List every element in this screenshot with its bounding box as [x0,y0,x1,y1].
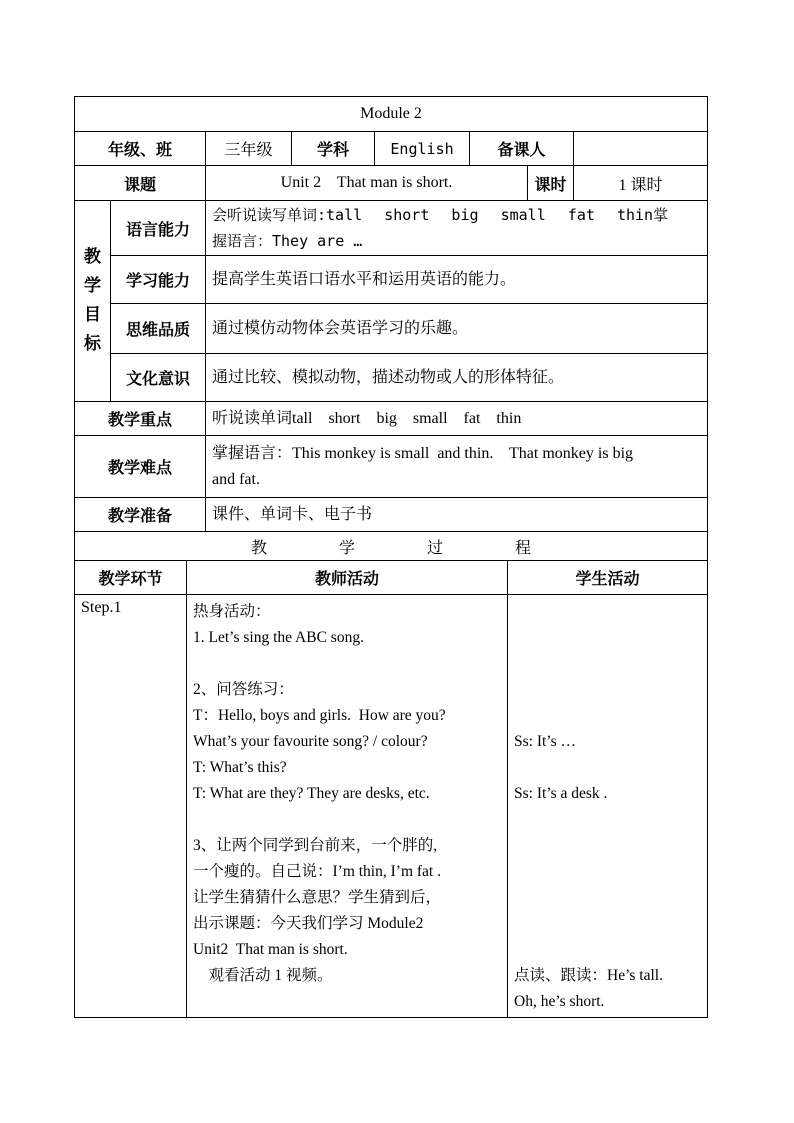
student-activity-line [514,859,701,885]
student-activity-line [514,937,701,963]
thinking-quality-label: 思维品质 [111,304,206,354]
preparer-label: 备课人 [470,132,574,166]
teacher-activity-line: 出示课题：今天我们学习 Module2 [193,915,424,932]
student-activity-line: 点读、跟读：He’s tall. [514,967,663,984]
teacher-activity-line [193,807,501,833]
student-activity-line [514,599,701,625]
stage-column-header: 教学环节 [75,561,187,595]
teacher-activity-line: 1. Let’s sing the ABC song. [193,629,364,646]
difficulties-text: 掌握语言：This monkey is small and thin. That monkey is big and fat. [206,436,708,498]
grade-value: 三年级 [206,132,292,166]
grade-label: 年级、班 [75,132,206,166]
learning-ability-label: 学习能力 [111,256,206,304]
module-title: Module 2 [75,97,708,132]
difficulties-label: 教学难点 [75,436,206,498]
cultural-awareness-label: 文化意识 [111,354,206,402]
teacher-activity-line: T：Hello, boys and girls. How are you? [193,707,446,724]
teacher-activity-line [193,651,501,677]
student-activity-line [514,807,701,833]
subject-label: 学科 [292,132,375,166]
language-ability-label: 语言能力 [111,201,206,256]
teacher-activity-line: 让学生猜猜什么意思？学生猜到后， [193,889,442,906]
student-activity-line [514,833,701,859]
key-points-text: 听说读单词tall short big small fat thin [206,402,708,436]
process-title: 教 学 过 程 [75,532,708,561]
learning-ability-text: 提高学生英语口语水平和运用英语的能力。 [206,256,708,304]
student-activity-line [514,677,701,703]
preparer-value [574,132,708,166]
teacher-activity-line: 一个瘦的。自己说：I’m thin, I’m fat . [193,863,441,880]
cultural-awareness-text: 通过比较、模拟动物，描述动物或人的形体特征。 [206,354,708,402]
teacher-column-header: 教师活动 [187,561,508,595]
student-activity-line [514,755,701,781]
topic-label: 课题 [75,166,206,201]
thinking-quality-text: 通过模仿动物体会英语学习的乐趣。 [206,304,708,354]
subject-value: English [375,132,470,166]
period-label: 课时 [528,166,574,201]
student-activity-line: Ss: It’s … [514,733,577,750]
preparation-text: 课件、单词卡、电子书 [206,498,708,532]
teacher-activity-line: 观看活动 1 视频。 [193,967,333,984]
student-activity-line [514,911,701,937]
student-activity-line [514,625,701,651]
lesson-plan [74,96,707,1018]
teacher-activity-line: 2、问答练习： [193,681,294,698]
teacher-activities [187,595,508,1018]
teacher-activity-line: T: What’s this? [193,759,287,776]
objectives-group-label: 教 学 目 标 [75,201,111,402]
period-value: 1 课时 [574,166,708,201]
language-ability-text: 会听说读写单词:tall short big small fat thin掌 握语言：They are … [206,201,708,256]
student-activity-line [514,703,701,729]
topic-value: Unit 2 That man is short. [206,166,528,201]
teacher-activity-line: Unit2 That man is short. [193,941,348,958]
student-activities [508,595,708,1018]
lesson-info-table [74,96,708,532]
teacher-activity-line: 3、让两个同学到台前来，一个胖的, [193,837,438,854]
student-activity-line [514,885,701,911]
student-activity-line [514,651,701,677]
student-activity-line: Ss: It’s a desk . [514,785,608,802]
key-points-label: 教学重点 [75,402,206,436]
teacher-activity-line: 热身活动： [193,603,271,620]
preparation-label: 教学准备 [75,498,206,532]
teaching-process-table [74,531,708,1018]
step-label: Step.1 [75,595,187,1018]
teacher-activity-line: What’s your favourite song? / colour? [193,733,428,750]
student-column-header: 学生活动 [508,561,708,595]
teacher-activity-line: T: What are they? They are desks, etc. [193,785,430,802]
student-activity-line: Oh, he’s short. [514,993,605,1010]
